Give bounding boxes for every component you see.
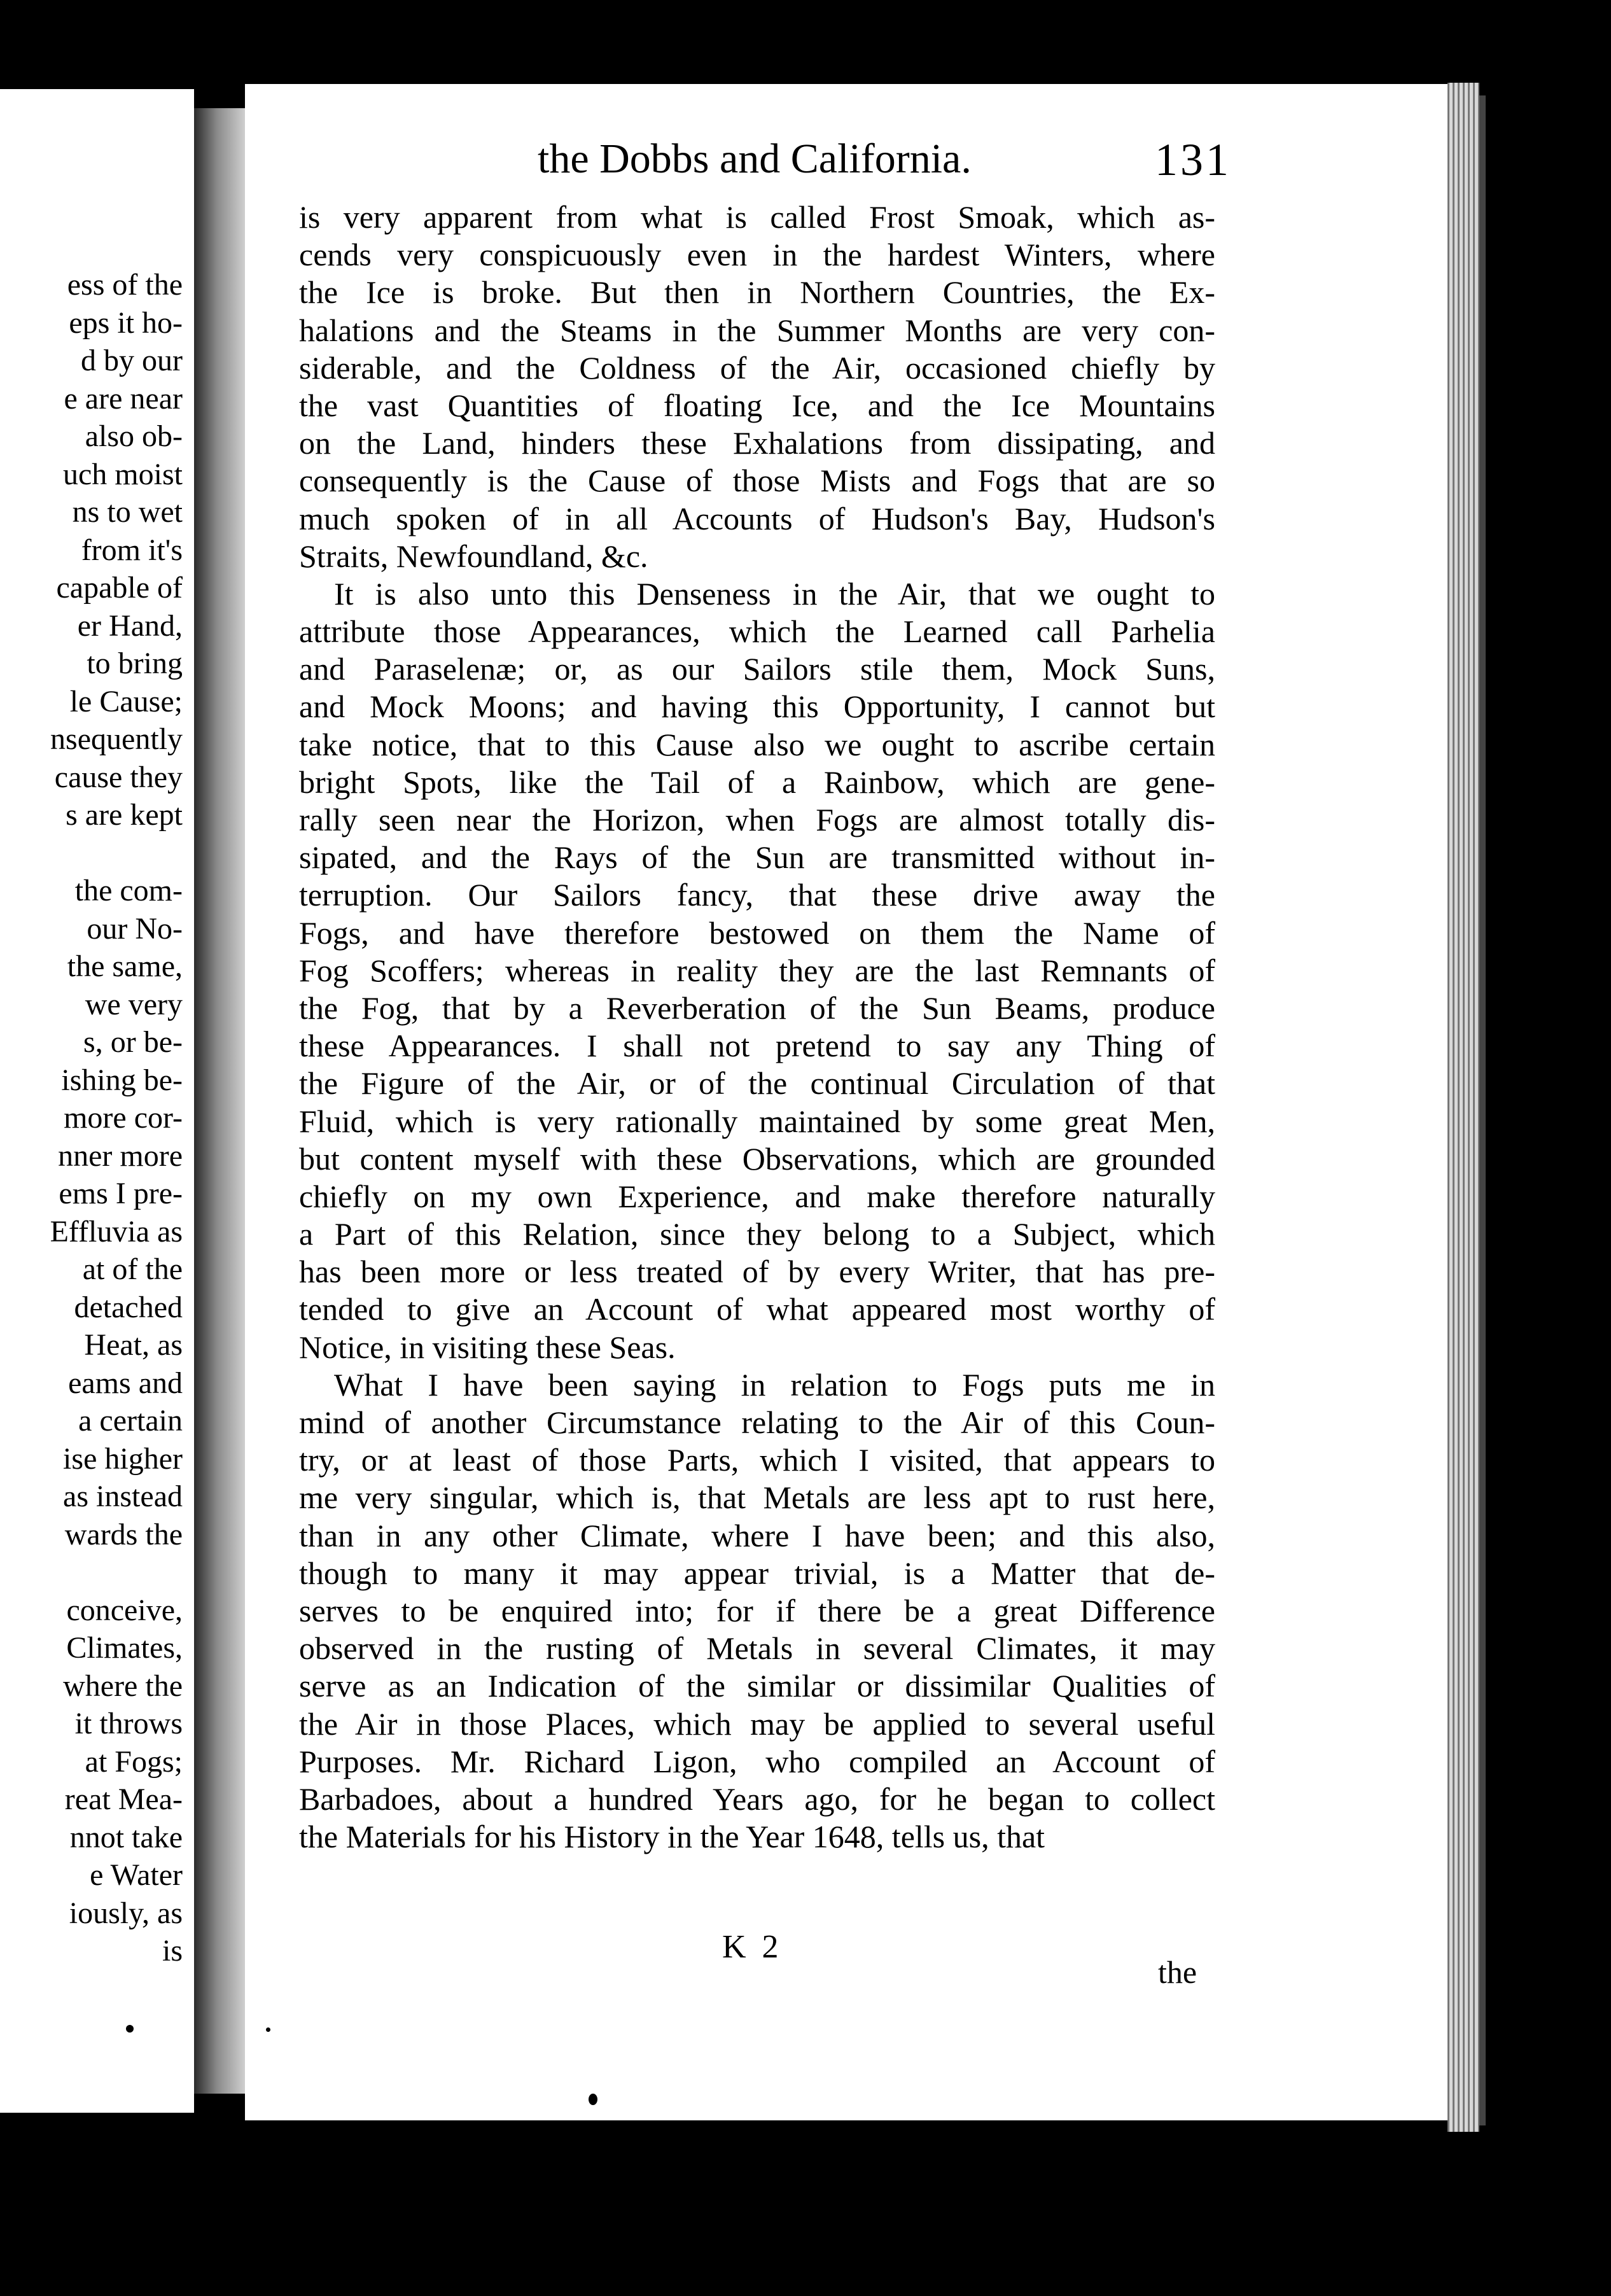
text-line: Notice, in visiting these Seas. xyxy=(299,1329,676,1365)
text-line: mind of another Circumstance relating to the Air of this Coun- xyxy=(299,1404,1215,1440)
text-line: Fluid, which is very rationally maintained by some great Men, xyxy=(299,1103,1215,1139)
previous-page-line: ishing be- xyxy=(61,1063,183,1097)
previous-page-line: from it's xyxy=(81,533,183,567)
page-edge-shadow xyxy=(1479,95,1486,2125)
text-line: much spoken of in all Accounts of Hudson's Bay, Hudson's xyxy=(299,500,1215,536)
text-line: the Figure of the Air, or of the continual Circulation of that xyxy=(299,1065,1215,1102)
previous-page-line: also ob- xyxy=(85,419,183,453)
text-line: sipated, and the Rays of the Sun are transmitted without in- xyxy=(299,839,1215,876)
previous-page-line: is xyxy=(162,1934,183,1968)
text-line: try, or at least of those Parts, which I visited, that appears to xyxy=(299,1442,1215,1478)
previous-page-line: iously, as xyxy=(69,1896,183,1930)
previous-page-line: e Water xyxy=(90,1858,183,1892)
previous-page-line: detached xyxy=(74,1290,183,1324)
previous-page-line: reat Mea- xyxy=(64,1782,183,1816)
previous-page-line: our No- xyxy=(87,911,183,946)
text-line: though to many it may appear trivial, is a Matter that de- xyxy=(299,1555,1215,1591)
previous-page-line: Effluvia as xyxy=(50,1214,183,1249)
text-line: cends very conspicuously even in the hardest Winters, where xyxy=(299,237,1215,273)
text-line: on the Land, hinders these Exhalations from dissipating, and xyxy=(299,425,1215,461)
page-number: 131 xyxy=(1155,134,1231,185)
text-line: take notice, that to this Cause also we ought to ascribe certain xyxy=(299,726,1215,762)
previous-page-line: ess of the xyxy=(67,268,183,302)
previous-page-line: to bring xyxy=(87,647,183,680)
text-line: terruption. Our Sailors fancy, that these drive away the xyxy=(299,877,1215,913)
text-line: but content myself with these Observations, which are grounded xyxy=(299,1140,1215,1177)
previous-page-line: more cor- xyxy=(64,1101,183,1135)
catchword: the xyxy=(1158,1954,1197,1990)
previous-page-line: the same, xyxy=(67,949,183,983)
previous-page-line: ns to wet xyxy=(72,495,183,529)
text-line: and Paraselenæ; or, as our Sailors stile them, Mock Suns, xyxy=(299,651,1215,687)
text-line: serves to be enquired into; for if there be a great Difference xyxy=(299,1592,1215,1628)
previous-page-line xyxy=(0,834,183,872)
previous-page-line: a certain xyxy=(78,1404,183,1438)
text-line: tended to give an Account of what appeared most worthy of xyxy=(299,1291,1215,1327)
text-line: Fogs, and have therefore bestowed on them the Name of xyxy=(299,914,1215,951)
text-line: me very singular, which is, that Metals are less apt to rust here, xyxy=(299,1480,1215,1516)
text-line: serve as an Indication of the similar or dissimilar Qualities of xyxy=(299,1668,1215,1704)
text-line: than in any other Climate, where I have been; and this also, xyxy=(299,1517,1215,1553)
ink-speck xyxy=(266,2027,270,2032)
previous-page-line: as instead xyxy=(63,1480,183,1513)
text-line: Barbadoes, about a hundred Years ago, for he began to collect xyxy=(299,1781,1215,1817)
previous-page-line: it throws xyxy=(74,1707,183,1740)
previous-page-line: eps it ho- xyxy=(69,305,183,340)
previous-page-line: capable of xyxy=(56,571,183,605)
ink-speck xyxy=(611,2125,622,2145)
text-line: Fog Scoffers; whereas in reality they are the last Remnants of xyxy=(299,952,1215,988)
text-line: It is also unto this Denseness in the Air, that we ought to xyxy=(334,575,1215,612)
previous-page-line: where the xyxy=(63,1669,183,1703)
previous-page-line: nsequently xyxy=(50,722,183,756)
previous-page-line xyxy=(0,1553,183,1592)
previous-page-line: ems I pre- xyxy=(59,1177,183,1210)
previous-page-line: at of the xyxy=(82,1252,183,1286)
text-line: siderable, and the Coldness of the Air, occasioned chiefly by xyxy=(299,349,1215,386)
previous-page-line: we very xyxy=(85,987,183,1021)
previous-page-line: le Cause; xyxy=(69,684,183,718)
previous-page-line: cause they xyxy=(54,760,183,794)
ink-speck xyxy=(126,2025,134,2033)
previous-page-line: er Hand, xyxy=(77,608,183,643)
text-line: is very apparent from what is called Frost Smoak, which as- xyxy=(299,199,1215,235)
previous-page-line: nnot take xyxy=(69,1820,183,1854)
text-line: consequently is the Cause of those Mists and Fogs that are so xyxy=(299,463,1215,499)
text-line: the Materials for his History in the Year 1648, tells us, that xyxy=(299,1819,1045,1855)
text-line: halations and the Steams in the Summer Months are very con- xyxy=(299,312,1215,348)
text-line: these Appearances. I shall not pretend to say any Thing of xyxy=(299,1028,1215,1064)
previous-page-line: e are near xyxy=(64,381,183,416)
book-gutter xyxy=(194,108,245,2094)
previous-page-line: nner more xyxy=(58,1138,183,1173)
previous-page-line: s are kept xyxy=(66,798,183,832)
previous-page-line: s, or be- xyxy=(83,1025,183,1059)
text-line: the vast Quantities of floating Ice, and the Ice Mountains xyxy=(299,387,1215,423)
text-line: and Mock Moons; and having this Opportunity, I cannot but xyxy=(299,689,1215,725)
previous-page-line: the com- xyxy=(74,874,183,907)
text-line: the Air in those Places, which may be applied to several useful xyxy=(299,1705,1215,1742)
previous-page-line: d by our xyxy=(81,344,183,377)
text-line: the Ice is broke. But then in Northern Countries, the Ex- xyxy=(299,274,1215,311)
text-line: Straits, Newfoundland, &c. xyxy=(299,538,648,574)
previous-page-text xyxy=(0,266,183,1970)
text-line: What I have been saying in relation to Fogs puts me in xyxy=(334,1366,1215,1403)
text-line: Purposes. Mr. Richard Ligon, who compiled an Account of xyxy=(299,1743,1215,1779)
previous-page-line: wards the xyxy=(64,1517,183,1551)
previous-page-line: conceive, xyxy=(66,1593,183,1627)
previous-page-line: eams and xyxy=(68,1366,183,1400)
ink-speck xyxy=(616,2145,621,2164)
text-line: attribute those Appearances, which the Learned call Parhelia xyxy=(299,613,1215,650)
body-text xyxy=(299,199,1215,1856)
text-line: bright Spots, like the Tail of a Rainbow, which are gene- xyxy=(299,764,1215,800)
text-line: observed in the rusting of Metals in several Climates, it may xyxy=(299,1630,1215,1667)
previous-page-fragment xyxy=(0,89,194,2113)
running-head xyxy=(289,129,1231,192)
text-line: a Part of this Relation, since they belong to a Subject, which xyxy=(299,1216,1215,1252)
text-line: chiefly on my own Experience, and make therefore naturally xyxy=(299,1178,1215,1214)
page-edges xyxy=(1447,83,1479,2132)
text-line: the Fog, that by a Reverberation of the Sun Beams, produce xyxy=(299,990,1215,1026)
text-line: rally seen near the Horizon, when Fogs are almost totally dis- xyxy=(299,802,1215,837)
text-line: has been more or less treated of by every Writer, that has pre- xyxy=(299,1254,1215,1290)
ink-speck xyxy=(589,2094,597,2105)
ink-speck xyxy=(1398,24,1406,37)
previous-page-line: Heat, as xyxy=(84,1328,183,1362)
previous-page-line: ise higher xyxy=(63,1441,183,1476)
signature-mark: K 2 xyxy=(722,1929,783,1965)
previous-page-line: Climates, xyxy=(66,1631,183,1665)
running-title: the Dobbs and California. xyxy=(538,136,972,182)
previous-page-line: at Fogs; xyxy=(85,1744,183,1779)
previous-page-line: uch moist xyxy=(63,457,183,491)
